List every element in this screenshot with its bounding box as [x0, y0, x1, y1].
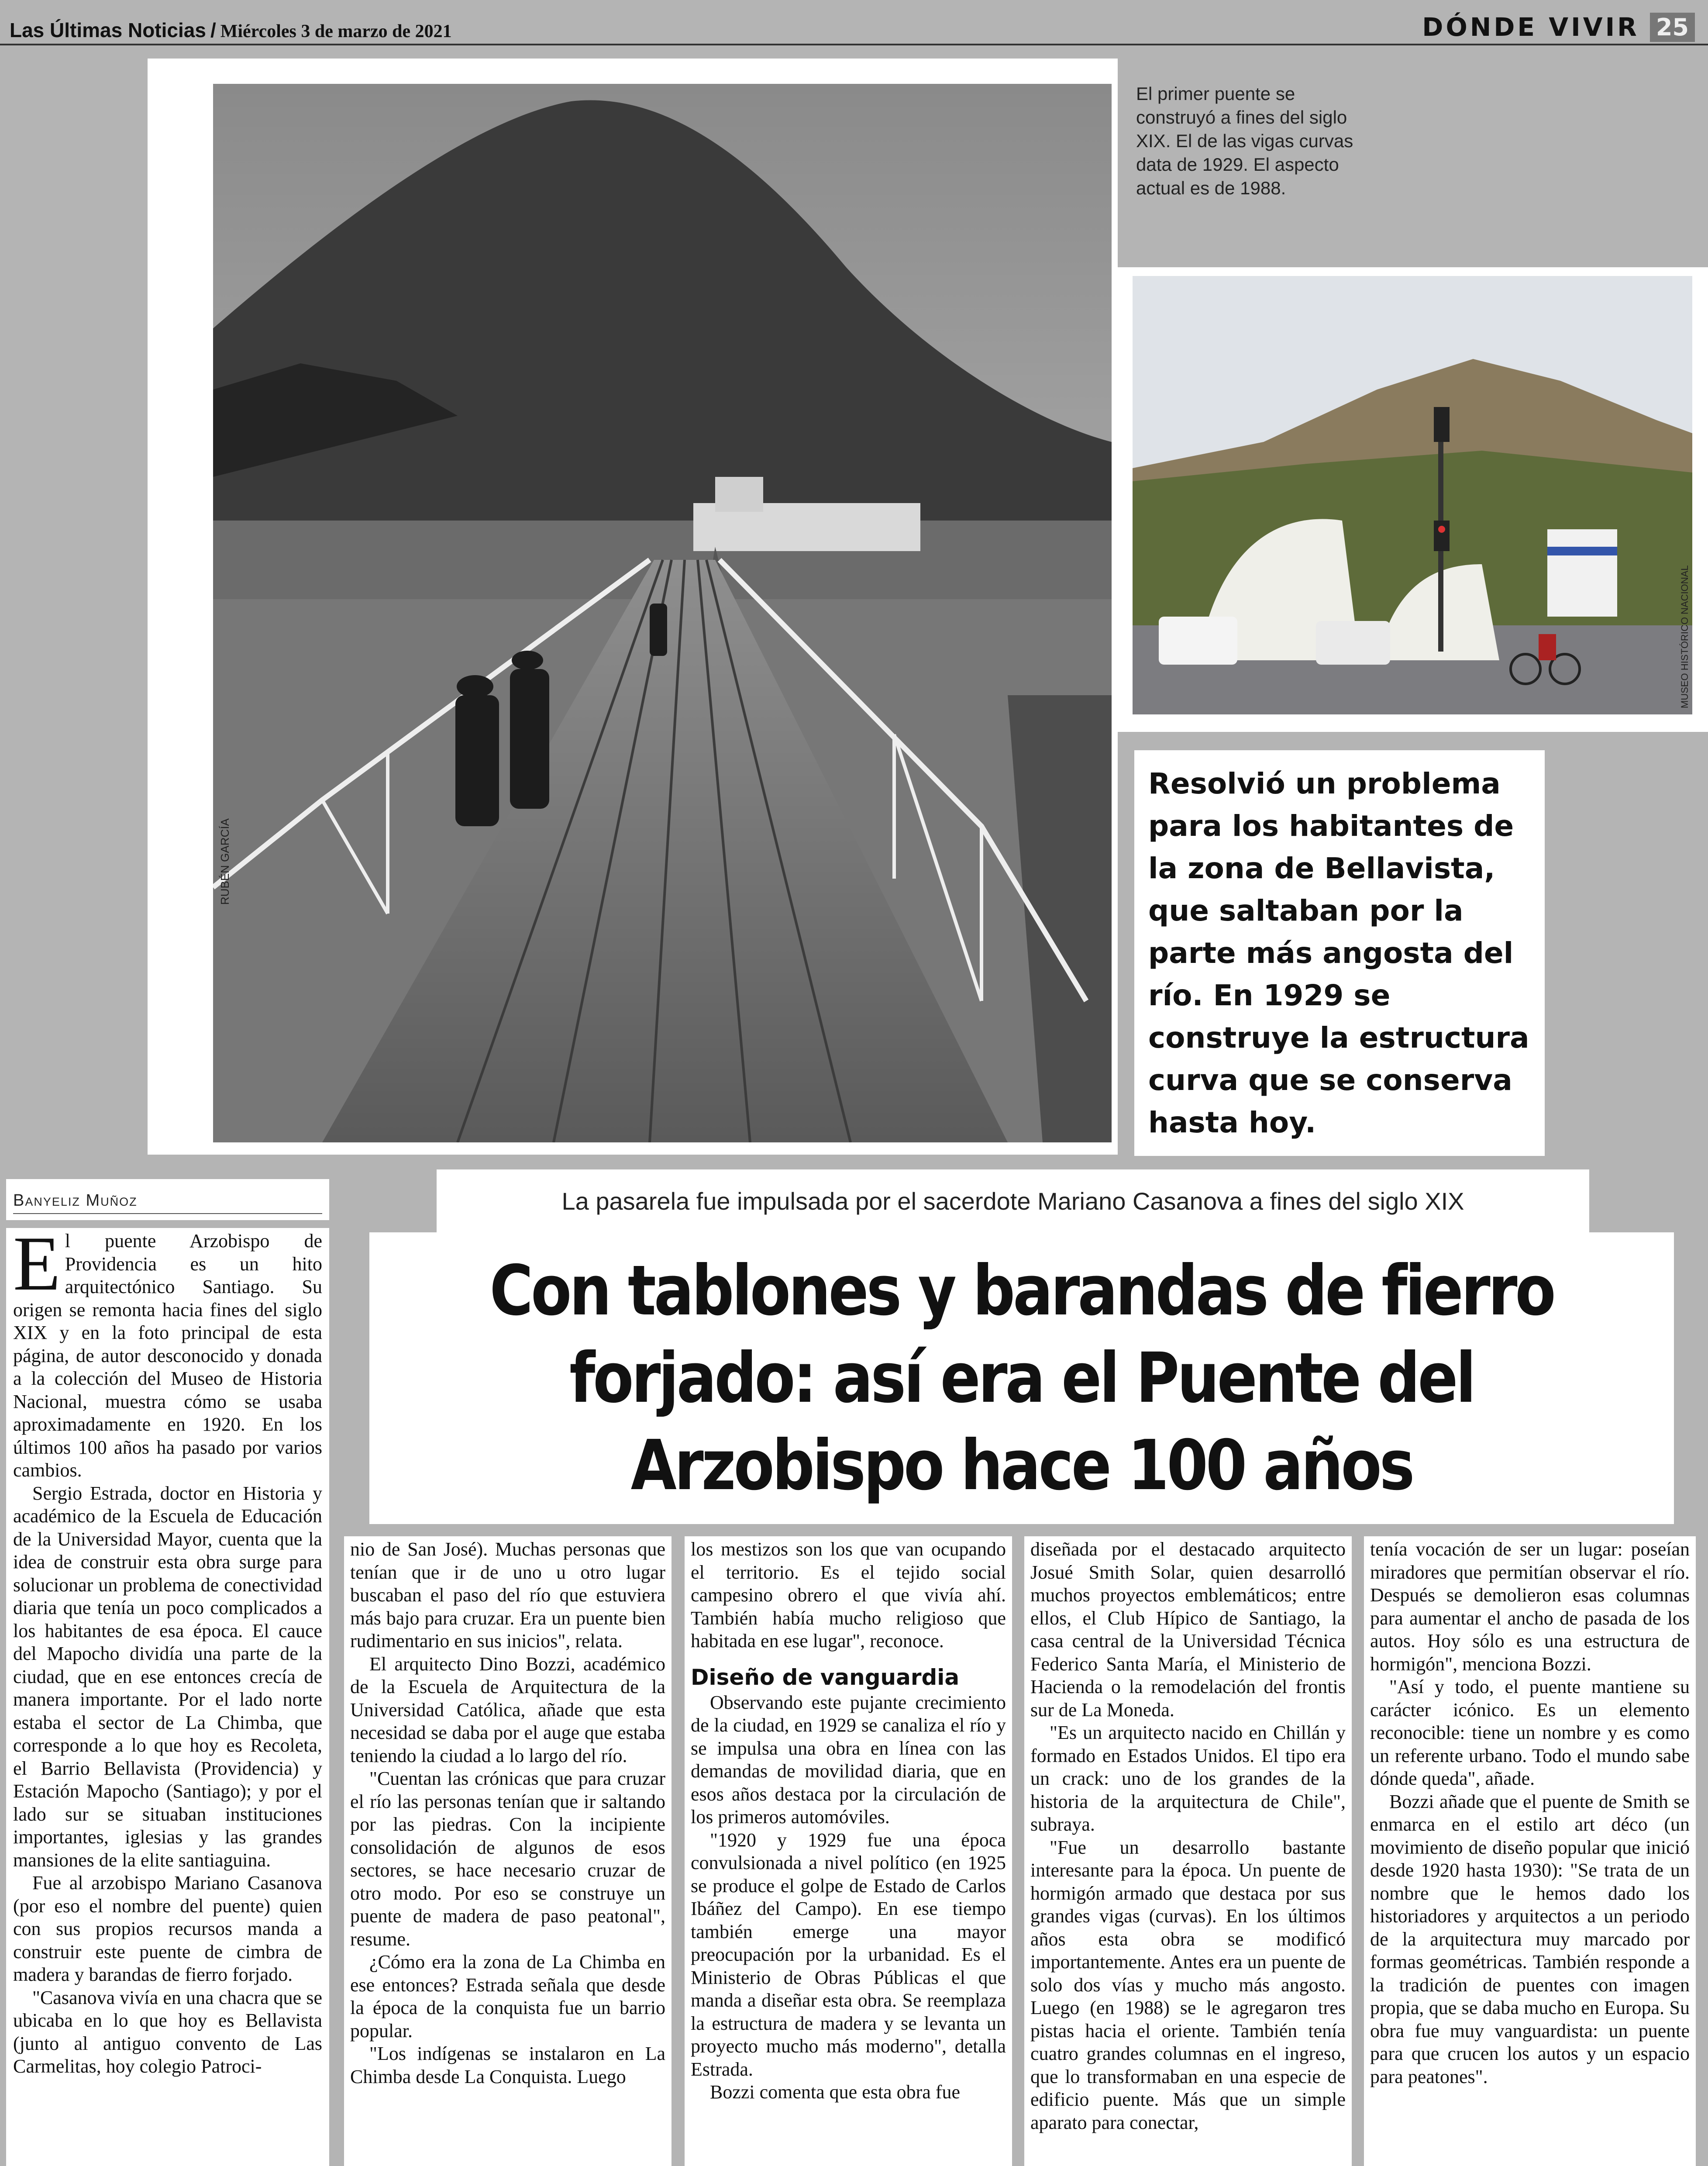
pull-quote: Resolvió un problema para los habitantes de la zona de Bellavista, que saltaban por la parte más angosta del río. En 1929 se construye la estructura curva que se conserva hasta hoy.	[1134, 750, 1545, 1156]
paragraph: Sergio Estrada, doctor en Historia y académico de la Escuela de Educación de la Universidad Mayor, cuenta que la idea de construir esta obra surge para solucionar un problema de conectividad diaria que tenía un poco complicados a los habitantes de esa época. El cauce del Mapocho dividía una parte de la ciudad, que en ese entonces crecía de manera importante. Por el lado norte estaba el sector de La Chimba, que corresponde a lo que hoy es Recoleta, el Barrio Bellavista (Providencia) y Estación Mapocho (Santiago); y por el lado sur se situaban instituciones importantes, iglesias y las grandes mansiones de la elite santiaguina.	[13, 1482, 322, 1871]
paragraph	[13, 1230, 322, 1482]
header-rule	[0, 44, 1708, 45]
article-column-3	[685, 1536, 1012, 2166]
paragraph: tenía vocación de ser un lugar: poseían miradores que permitían observar el río. Después se demolieron esas columnas para aumentar el ancho de pasada de los autos. Hoy sólo es una estructura de hormigón", menciona Bozzi.	[1370, 1538, 1690, 1675]
paragraph-text: l puente Arzobispo de Providencia es un hito arquitectónico Santiago. Su origen se remonta hacia fines del siglo XIX y en la foto principal de esta página, de autor desconocido y donada a la colección del Museo de Historia Nacional, muestra cómo se usaba aproximadamente en 1920. En los últimos 100 años ha pasado por varios cambios.	[13, 1230, 322, 1481]
article-column-1	[6, 1228, 329, 2166]
paragraph: "Así y todo, el puente mantiene su carácter icónico. Es un elemento reconocible: tiene un nombre y es como un referente urbano. Todo el mundo sabe dónde queda", añade.	[1370, 1676, 1690, 1789]
historic-bridge-photo	[213, 84, 1112, 1142]
issue-date: Miércoles 3 de marzo de 2021	[220, 21, 452, 41]
section-name: DÓNDE VIVIR	[1422, 12, 1639, 42]
newspaper-name: Las Últimas Noticias	[10, 19, 206, 41]
drop-cap: E	[13, 1228, 61, 1307]
article-column-4	[1024, 1536, 1352, 2166]
paragraph: Bozzi comenta que esta obra fue	[710, 2081, 960, 2103]
headline	[369, 1232, 1674, 1524]
photo-caption: El primer puente se construyó a fines del siglo XIX. El de las vigas curvas data de 1929. El aspecto actual es de 1988.	[1136, 83, 1353, 198]
paragraph: diseñada por el destacado arquitecto Josué Smith Solar, quien desarrolló muchos proyectos emblemáticos; entre ellos, el Club Hípico de Santiago, la casa central de la Universidad Técnica Federico Santa María, el Ministerio de Hacienda o la remodelación del frontis sur de La Moneda.	[1030, 1538, 1346, 1721]
paragraph: Bozzi añade que el puente de Smith se enmarca en el estilo art déco (un movimiento de diseño popular que inició desde 1920 hasta 1930): "Se trata de un nombre que le hemos dado los historiadores y arquitectos a un periodo de la arquitectura muy marcado por formas geométricas. También responde a la tradición de puentes con imagen propia, que se daba mucho en Europa. Su obra fue muy vanguardista: un puente para que crucen los autos y un espacio para peatones".	[1370, 1790, 1690, 2087]
paragraph: "Casanova vivía en una chacra que se ubicaba en lo que hoy es Bellavista (junto al antiguo convento de Las Carmelitas, hoy colegio Patroci-	[13, 1987, 322, 2077]
newspaper-header	[10, 18, 452, 42]
paragraph: "Es un arquitecto nacido en Chillán y formado en Estados Unidos. El tipo era un crack: uno de los grandes de la historia de la arquitectura de Chile", subraya.	[1030, 1722, 1346, 1835]
author-name: Banyeliz Muñoz	[13, 1191, 138, 1210]
paragraph: El arquitecto Dino Bozzi, académico de la Escuela de Arquitectura de la Universidad Católica, añade que esta necesidad se daba por el auge que estaba teniendo la ciudad a lo largo del río.	[350, 1653, 665, 1766]
historic-bridge-image	[213, 84, 1112, 1142]
page-number: 25	[1650, 13, 1695, 42]
paragraph: Observando este pujante crecimiento de la ciudad, en 1929 se canaliza el río y se impulsa una obra en línea con las demandas de movilidad diaria, que en esos años destaca por la circulación de los primeros automóviles.	[691, 1691, 1006, 1828]
section-subheading: Diseño de vanguardia	[691, 1664, 960, 1690]
byline	[6, 1179, 329, 1220]
modern-bridge-image	[1133, 276, 1692, 714]
kicker: La pasarela fue impulsada por el sacerdote Mariano Casanova a fines del siglo XIX	[437, 1169, 1589, 1232]
article-column-2	[344, 1536, 671, 2166]
paragraph: los mestizos son los que van ocupando el territorio. Es el tejido social campesino obrero el que vivía ahí. También había mucho religioso que habitada en ese lugar", reconoce.	[691, 1538, 1006, 1652]
secondary-photo-credit: MUSEO HISTÓRICO NACIONAL	[1679, 565, 1690, 708]
paragraph: "1920 y 1929 fue una época convulsionada a nivel político (en 1925 se produce el golpe de Estado de Carlos Ibáñez del Campo). En ese tiempo también emerge una mayor preocupación por la urbanidad. Es el Ministerio de Obras Públicas el que manda a diseñar esta obra. Se reemplaza la estructura de madera y se levanta un proyecto mucho más moderno", detalla Estrada.	[691, 1829, 1006, 2080]
headline-text: Con tablones y barandas de fierro forjado: así era el Puente del Arzobispo hace 100 años	[489, 1251, 1554, 1506]
byline-rule	[13, 1213, 322, 1214]
section-header	[1422, 12, 1695, 42]
article-column-5	[1364, 1536, 1696, 2166]
paragraph: Fue al arzobispo Mariano Casanova (por eso el nombre del puente) quien con sus propios recursos manda a construir este puente de cimbra de madera y barandas de fierro forjado.	[13, 1872, 322, 1985]
paragraph: "Los indígenas se instalaron en La Chimba desde La Conquista. Luego	[350, 2043, 665, 2087]
paragraph: ¿Cómo era la zona de La Chimba en ese entonces? Estrada señala que desde la época de la conquista fue un barrio popular.	[350, 1951, 665, 2042]
paragraph: nio de San José). Muchas personas que tenían que ir de uno u otro lugar buscaban el paso del río que estuviera más bajo para cruzar. Era un puente bien rudimentario en sus inicios", relata.	[350, 1538, 665, 1652]
main-photo-credit: RUBÉN GARCÍA	[218, 818, 231, 905]
header-separator: /	[210, 19, 216, 41]
paragraph: "Fue un desarrollo bastante interesante para la época. Un puente de hormigón armado que destaca por sus grandes vigas (curvas). En los últimos años esta obra se modificó importantemente. Antes era un puente de solo dos vías y mucho más angosto. Luego (en 1988) se le agregaron tres pistas hacia el oriente. También tenía cuatro grandes columnas en el ingreso, que lo transformaban en una especie de edificio puente. Más que un simple aparato para conectar,	[1030, 1836, 1346, 2133]
paragraph: "Cuentan las crónicas que para cruzar el río las personas tenían que ir saltando por las piedras. Con la incipiente consolidación de algunos de esos sectores, se hace necesario cruzar de otro modo. Por eso se construye un puente de madera de paso peatonal", resume.	[350, 1768, 665, 1950]
modern-bridge-photo	[1133, 276, 1692, 714]
